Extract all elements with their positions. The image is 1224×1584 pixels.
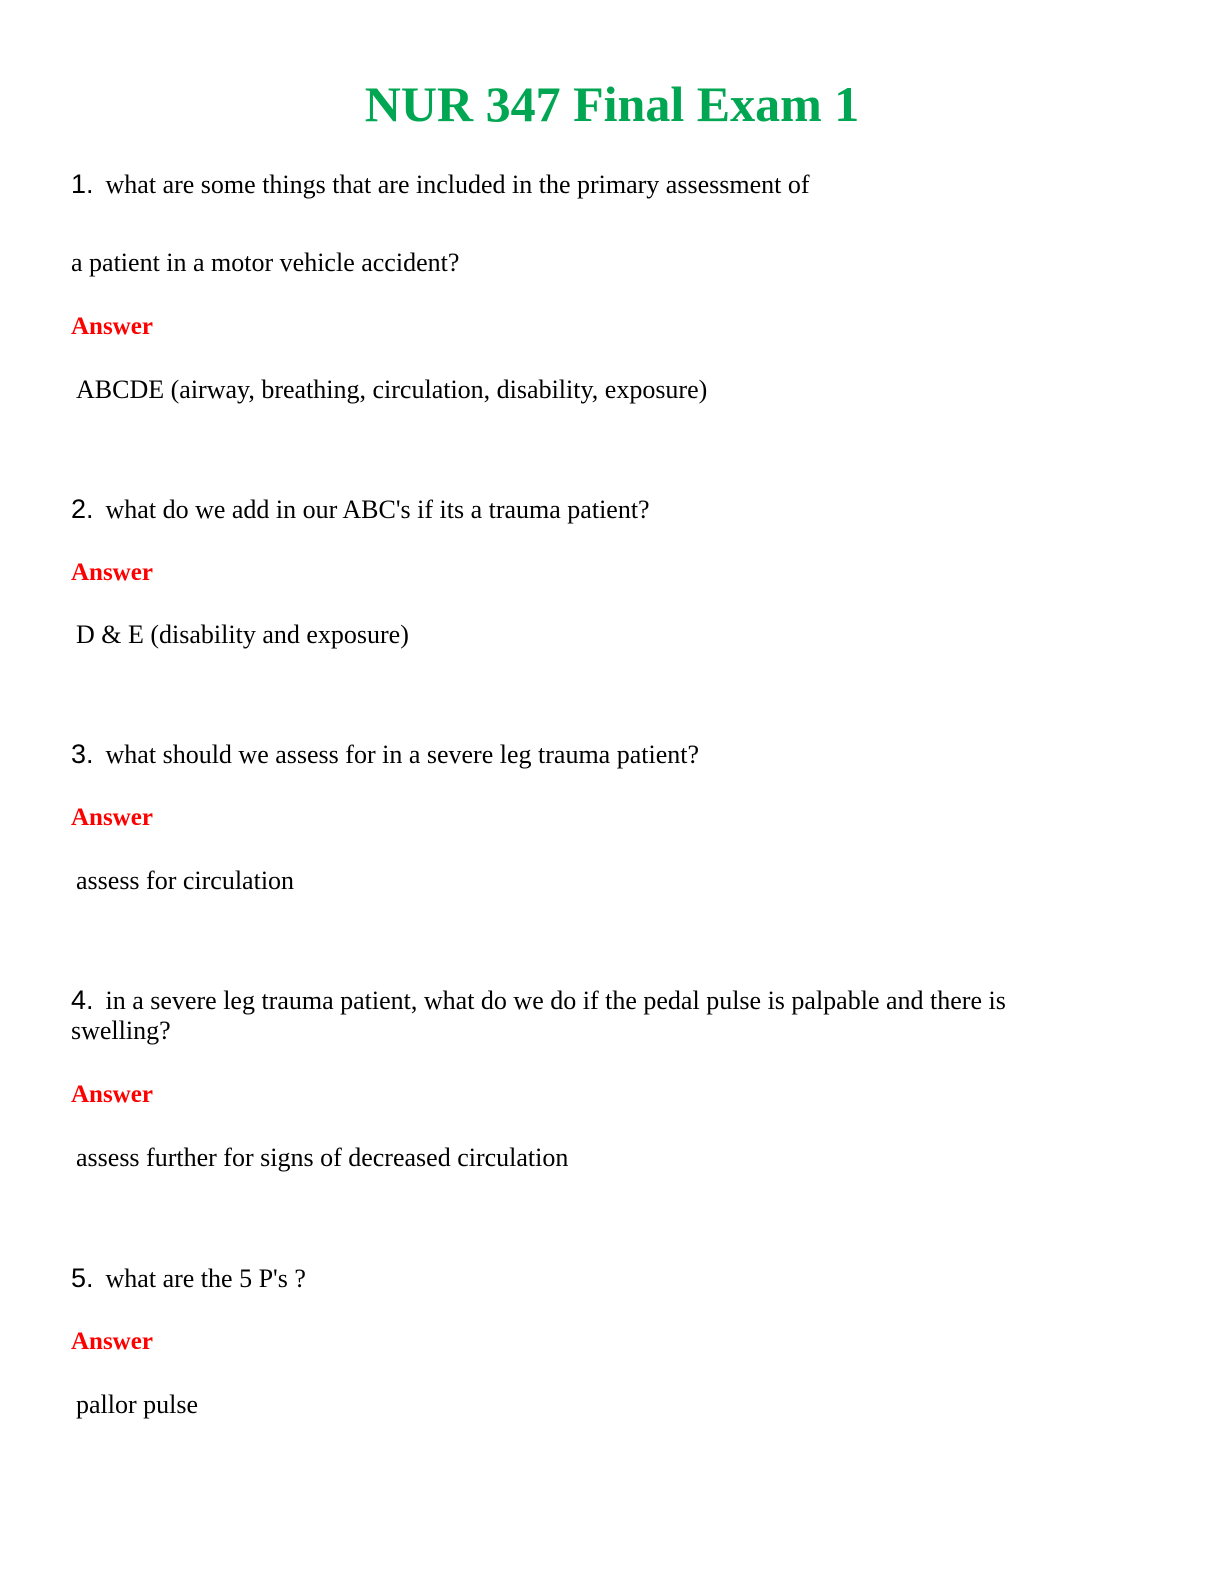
question-1-line-2: a patient in a motor vehicle accident? bbox=[71, 248, 460, 277]
answer-label: Answer bbox=[71, 313, 153, 340]
question-number: 5. bbox=[71, 1263, 94, 1293]
question-text: what do we add in our ABC's if its a trauma patient? bbox=[105, 495, 650, 524]
question-text: what are the 5 P's ? bbox=[105, 1264, 306, 1293]
question-text: what should we assess for in a severe leg trauma patient? bbox=[105, 740, 699, 769]
question-number: 4. bbox=[71, 985, 94, 1015]
question-text: what are some things that are included in the primary assessment of bbox=[105, 170, 810, 199]
question-number: 2. bbox=[71, 494, 94, 524]
question-4-line-1 bbox=[71, 984, 1151, 1017]
answer-text: ABCDE (airway, breathing, circulation, disability, exposure) bbox=[76, 375, 708, 404]
question-number: 3. bbox=[71, 739, 94, 769]
answer-text: pallor pulse bbox=[76, 1390, 199, 1419]
answer-label: Answer bbox=[71, 804, 153, 831]
answer-text: D & E (disability and exposure) bbox=[76, 620, 409, 649]
question-number: 1. bbox=[71, 169, 94, 199]
answer-label: Answer bbox=[71, 1328, 153, 1355]
page-title: NUR 347 Final Exam 1 bbox=[364, 76, 860, 132]
answer-text: assess for circulation bbox=[76, 866, 295, 895]
question-5-line-1 bbox=[71, 1262, 1151, 1295]
question-4-line-2: swelling? bbox=[71, 1016, 171, 1045]
question-3-line-1 bbox=[71, 738, 1151, 771]
question-2-line-1 bbox=[71, 493, 1151, 526]
answer-label: Answer bbox=[71, 1081, 153, 1108]
question-text: in a severe leg trauma patient, what do we do if the pedal pulse is palpable and there is bbox=[105, 986, 1006, 1015]
answer-text: assess further for signs of decreased circulation bbox=[76, 1143, 569, 1172]
question-1-line-1 bbox=[71, 168, 1151, 201]
answer-label: Answer bbox=[71, 559, 153, 586]
